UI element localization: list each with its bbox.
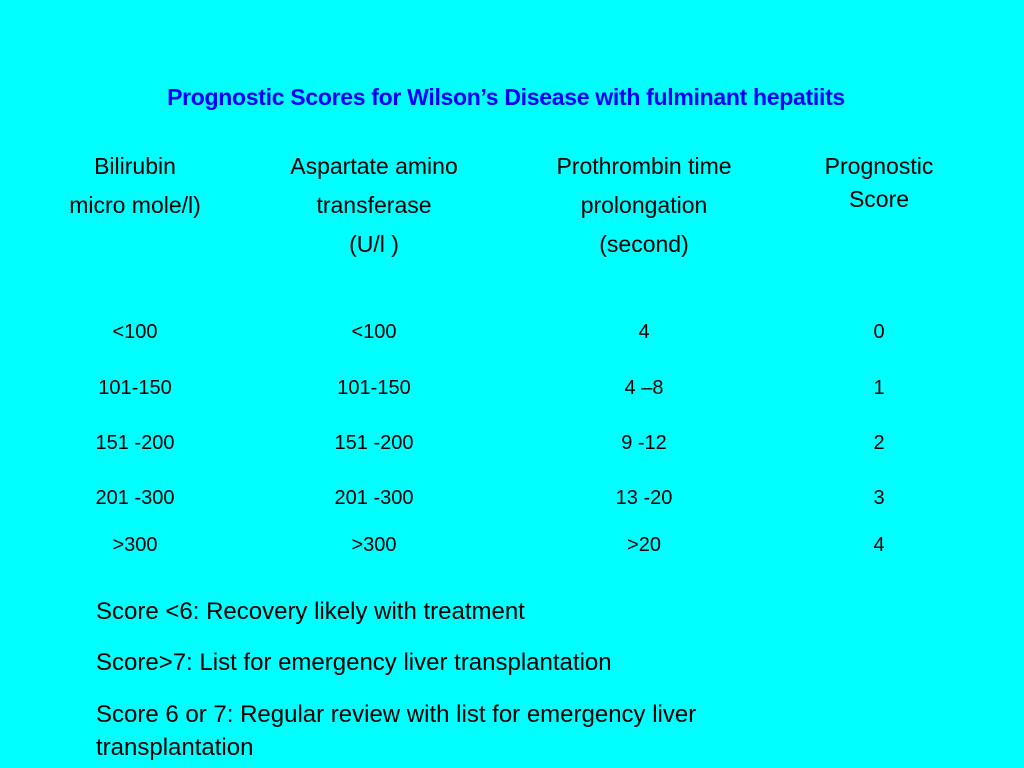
header-line: (U/l ) [349, 231, 399, 257]
header-bilirubin [40, 147, 230, 225]
table-cell: <100 [112, 321, 158, 343]
table-cell: 4 –8 [624, 377, 664, 399]
table-cell: 201 -300 [95, 487, 175, 509]
header-line: Score [848, 186, 910, 212]
header-line: Bilirubin [94, 153, 176, 179]
note-transplant: Score>7: List for emergency liver transplantation [96, 649, 612, 676]
table-cell: 9 -12 [621, 432, 667, 454]
table-cell: 201 -300 [334, 487, 414, 509]
note-review: Score 6 or 7: Regular review with list for emergency liver transplantation [96, 701, 697, 761]
table-cell: 2 [873, 432, 885, 454]
table-cell: >20 [627, 534, 661, 556]
header-line: micro mole/l) [69, 192, 201, 218]
header-line: (second) [599, 231, 689, 257]
table-cell: >300 [351, 534, 397, 556]
header-line: Prothrombin time [556, 153, 732, 179]
table-cell: 101-150 [98, 377, 172, 399]
header-prothrombin [529, 147, 759, 264]
table-cell: 1 [873, 377, 885, 399]
table-cell: 151 -200 [95, 432, 175, 454]
note-recovery: Score <6: Recovery likely with treatment [96, 598, 525, 625]
table-cell: 13 -20 [615, 487, 673, 509]
table-cell: 4 [638, 321, 650, 343]
header-line: Prognostic [824, 153, 934, 179]
table-cell: 101-150 [337, 377, 411, 399]
table-cell: 4 [873, 534, 885, 556]
table-cell: 3 [873, 487, 885, 509]
header-line: Aspartate amino [290, 153, 458, 179]
header-line: transferase [316, 192, 432, 218]
header-line: prolongation [580, 192, 708, 218]
table-cell: >300 [112, 534, 158, 556]
slide-title: Prognostic Scores for Wilson’s Disease with fulminant hepatiits [167, 84, 845, 110]
table-cell: 151 -200 [334, 432, 414, 454]
table-cell: 0 [873, 321, 885, 343]
table-cell: <100 [351, 321, 397, 343]
header-score [799, 150, 959, 216]
header-ast [264, 147, 484, 264]
